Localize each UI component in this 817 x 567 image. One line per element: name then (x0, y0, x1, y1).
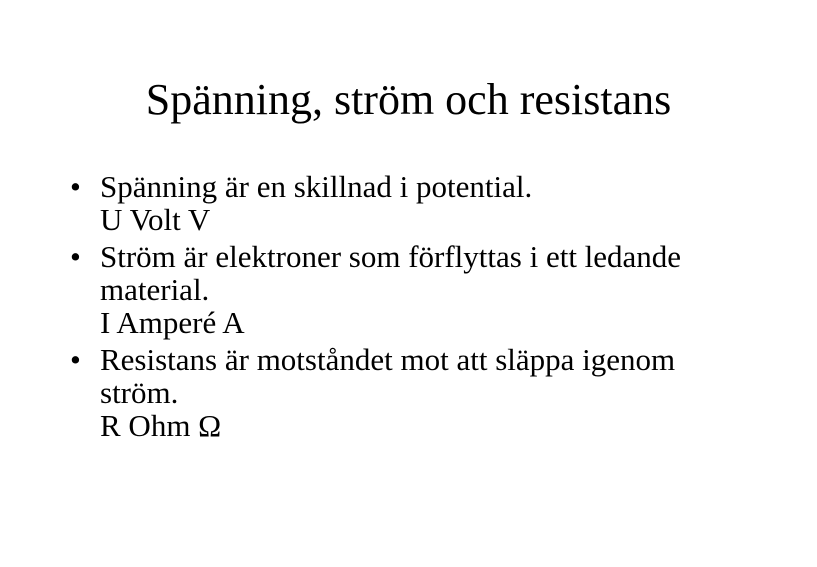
bullet-item-voltage (70, 170, 790, 236)
bullet-unit-line: I Amperé A (100, 305, 245, 340)
bullet-text-line: ström. (100, 375, 179, 410)
bullet-text-line: Resistans är motståndet mot att släppa igenom (100, 342, 676, 377)
bullet-marker: • (70, 239, 81, 274)
slide-title: Spänning, ström och resistans (145, 75, 672, 124)
bullet-unit-line: R Ohm Ω (100, 408, 222, 443)
bullet-text-line: material. (100, 272, 210, 307)
bullet-text-line: Spänning är en skillnad i potential. (100, 169, 533, 204)
bullet-unit-line: U Volt V (100, 202, 211, 237)
bullet-text-line: Ström är elektroner som förflyttas i ett ledande (100, 239, 682, 274)
bullet-list (70, 170, 790, 446)
bullet-item-current (70, 240, 790, 339)
bullet-marker: • (70, 342, 81, 377)
bullet-item-resistance (70, 343, 790, 442)
bullet-marker: • (70, 169, 81, 204)
